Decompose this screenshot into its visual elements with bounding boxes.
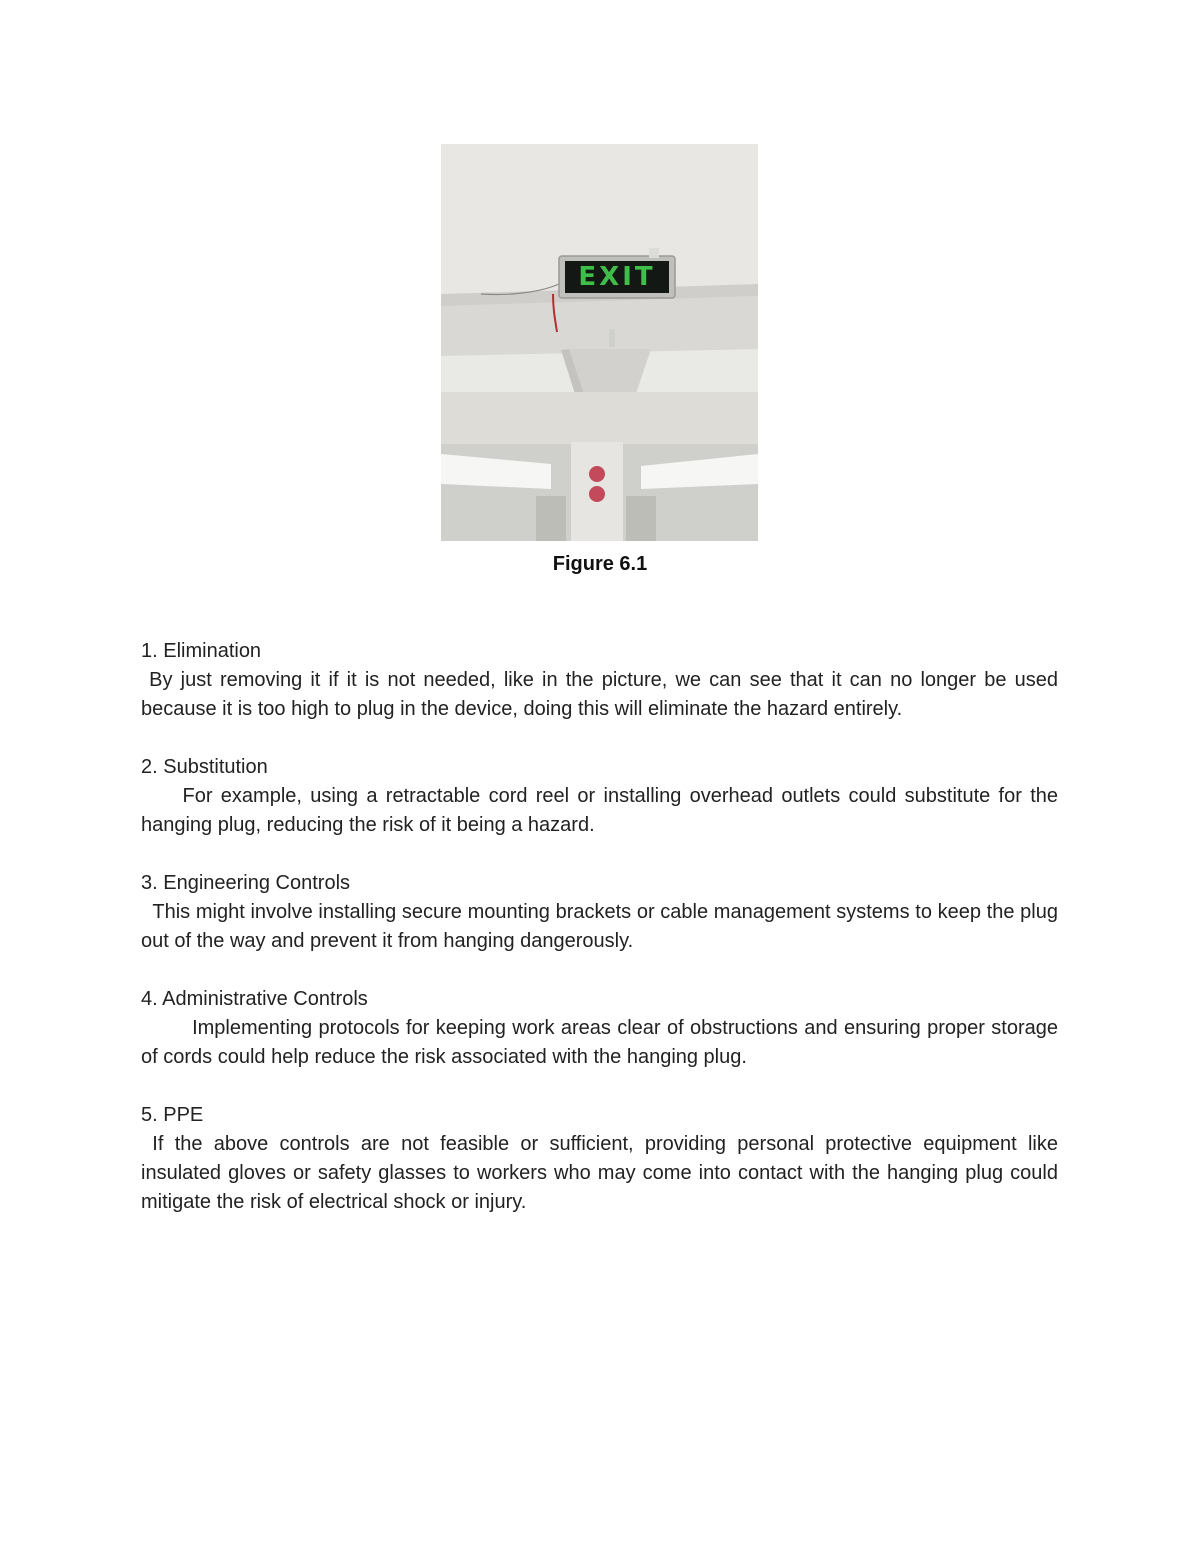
item-title: 3. Engineering Controls [141,872,351,894]
item-title: 4. Administrative Controls [141,988,368,1010]
exit-sign-photo-drawing [441,144,758,541]
item-body: This might involve installing secure mounting brackets or cable management systems to keep the plug out of the way and prevent it from hanging dangerously. [141,901,1064,952]
list-item [141,1101,1064,1217]
list-item [141,753,1064,840]
item-body: If the above controls are not feasible or sufficient, providing personal protective equipment like insulated gloves or safety glasses to workers who may come into contact with the hanging plug could mitigate the risk of electrical shock or injury. [141,1133,1064,1213]
list-item [141,869,1064,956]
item-body: For example, using a retractable cord reel or installing overhead outlets could substitute for the hanging plug, reducing the risk of it being a hazard. [141,785,1064,836]
exit-sign-text: EXIT [578,262,656,292]
item-body: By just removing it if it is not needed, like in the picture, we can see that it can no longer be used because it is too high to plug in the device, doing this will eliminate the hazard entirely. [141,669,1064,720]
item-body: Implementing protocols for keeping work areas clear of obstructions and ensuring proper storage of cords could help reduce the risk associated with the hanging plug. [141,1017,1064,1068]
list-item [141,985,1064,1072]
figure-caption: Figure 6.1 [552,553,648,575]
item-title: 2. Substitution [141,756,268,778]
item-title: 1. Elimination [141,640,262,662]
item-title: 5. PPE [141,1104,204,1126]
exit-sign-photo [441,144,758,541]
hierarchy-of-controls-list [141,637,1064,1246]
list-item [141,637,1064,724]
